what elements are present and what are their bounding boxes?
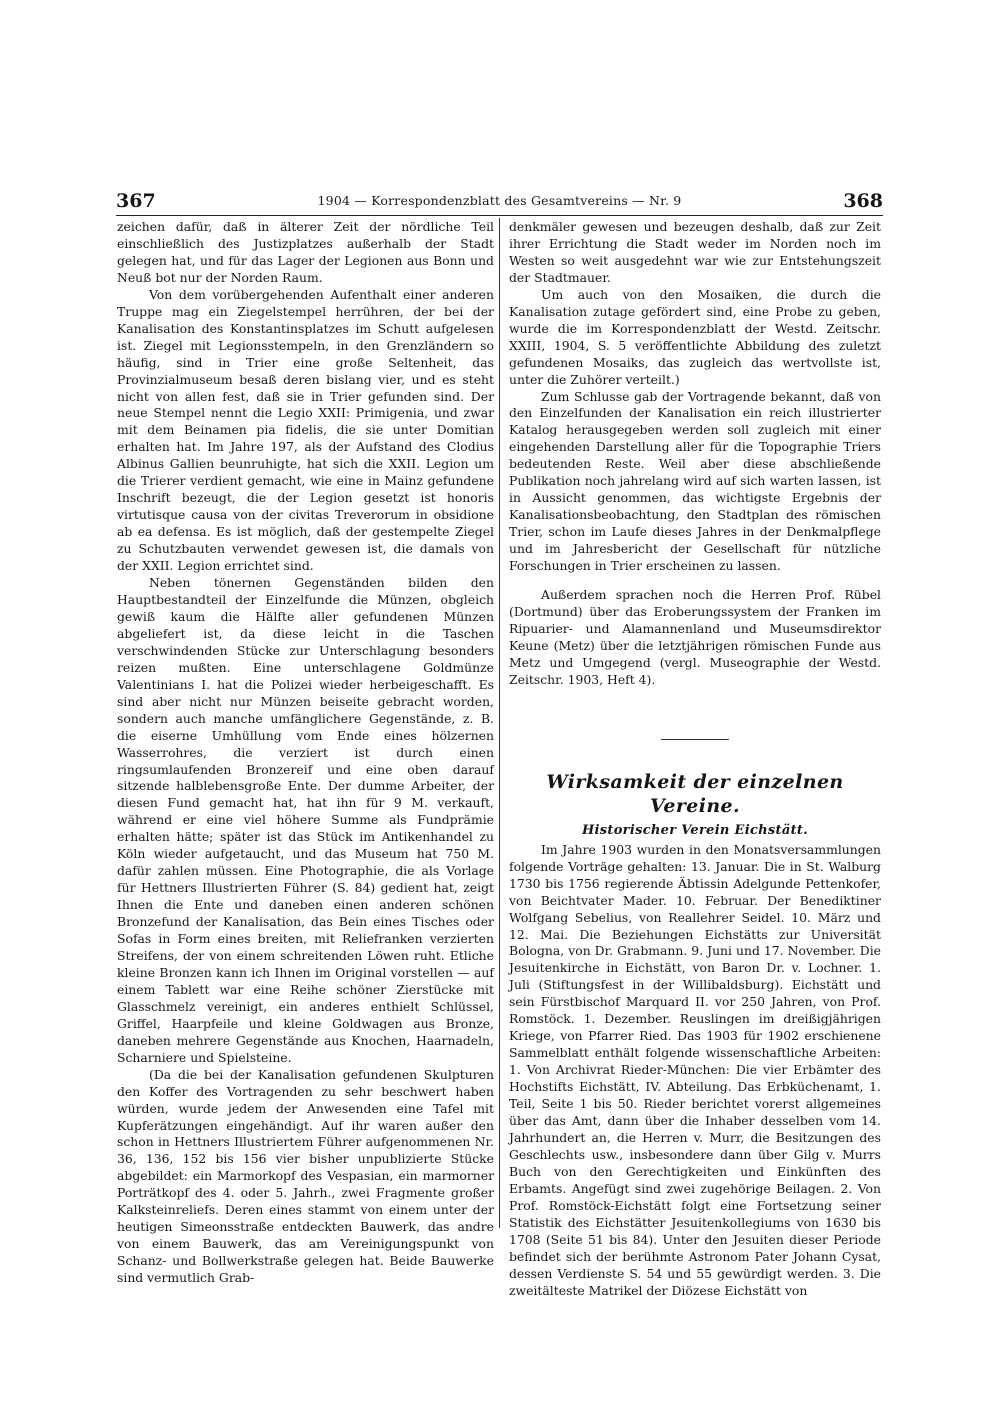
left-paragraph-2: Von dem vorübergehenden Aufenthalt einer anderen Truppe mag ein Ziegelstempel herrühren, der bei der Kanalisation des Konstantinsplatzes im Schutt aufgelesen ist. Ziegel mit Legionsstempeln, in den Grenzländern so häufig, sind in Trier eine große Seltenheit, das Provinzialmuseum besaß deren bislang vier, und es steht nicht von allen fest, daß sie in Trier gefunden sind. Der neue Stempel nennt die Legio XXII: Primigenia, und zwar mit dem Beinamen pia fidelis, die sie unter Domitian erhalten hat. Im Jahre 197, als der Aufstand des Clodius Albinus Gallien beunruhigte, hat sich die XXII. Legion um die Trierer verdient gemacht, wie eine in Mainz gefundene Inschrift bezeugt, die der Legion gesetzt ist honoris virtutisque causa von der civitas Treverorum in obsidione ab ea defensa. Es ist möglich, daß der gestempelte Ziegel zu Schutzbauten verwendet gewesen ist, die damals von der XXII. Legion errichtet sind. <box>117 286 494 574</box>
right-paragraph-4: Außerdem sprachen noch die Herren Prof. Rübel (Dortmund) über das Eroberungssystem der Franken im Ripuarier- und Alamannenland und Museumsdirektor Keune (Metz) über die letztjährigen römischen Funde aus Metz und Umgegend (vergl. Museographie der Westd. Zeitschr. 1903, Heft 4). <box>509 587 881 687</box>
left-paragraph-3: Neben tönernen Gegenständen bilden den Hauptbestandteil der Einzelfunde die Münzen, obgleich gewiß kaum die Hälfte aller gefundenen Münzen abgeliefert ist, da diese leicht in die Taschen verschwindenden Stücke zur Unterschlagung besonders reizen mußten. Eine unterschlagene Goldmünze Valentinians I. hat die Polizei wieder herbeigeschafft. Es sind aber nicht nur Münzen beiseite gebracht worden, sondern auch manche umfänglichere Gegenstände, z. B. die eiserne Umhüllung vom Ende eines hölzernen Wasserrohres, die verziert ist durch einen ringsumlaufenden Bronzereif und eine oben darauf sitzende halblebensgroße Ente. Der dumme Arbeiter, der diesen Fund gemacht hat, hat ihn für 9 M. verkauft, während er eine viel höhere Summe als Fundprämie erhalten hätte; später ist das Stück im Antikenhandel zu Köln wieder aufgetaucht, und das Museum hat 750 M. dafür zahlen müssen. Eine Photographie, die als Vorlage für Hettners Illustrierten Führer (S. 84) gedient hat, zeigt Ihnen die Ente und daneben einen anderen schönen Bronzefund der Kanalisation, das Bein eines Tisches oder Sofas in Form eines breiten, mit Reliefranken verzierten Streifens, der von einem schreitenden Löwen ruht. Etliche kleine Bronzen kann ich Ihnen im Original vorstellen — auf einem Tablett war eine Reihe schöner Zierstücke mit Glasschmelz vereinigt, ein anderes enthielt Schlüssel, Griffel, Haarpfeile und kleine Goldwagen aus Bronze, daneben mehrere Gegenstände aus Knochen, Haarnadeln, Scharniere und Spielsteine. <box>117 575 494 1065</box>
header-rule <box>116 215 883 216</box>
page-number-left: 367 <box>116 190 156 212</box>
left-column <box>117 219 494 1287</box>
section-separator <box>661 739 729 740</box>
right-paragraph-2: Um auch von den Mosaiken, die durch die Kanalisation zutage gefördert sind, eine Probe zu geben, wurde die im Korrespondenzblatt der Westd. Zeitschr. XXIII, 1904, S. 5 veröffentlichte Abbildung des zuletzt gefundenen Mosaiks, das zugleich das wertvollste ist, unter die Zuhörer verteilt.) <box>509 286 881 387</box>
right-paragraph-5: Im Jahre 1903 wurden in den Monatsversammlungen folgende Vorträge gehalten: 13. Januar. Die in St. Walburg 1730 bis 1756 regierende Äbtissin Adelgunde Pettenkofer, von Beichtvater Mader. 10. Februar. Der Benediktiner Wolfgang Sebelius, von Reallehrer Seidel. 10. März und 12. Mai. Die Beziehungen Eichstätts zur Universität Bologna, von Dr. Grabmann. 9. Juni und 17. November. Die Jesuitenkirche in Eichstätt, von Baron Dr. v. Lochner. 1. Juli (Stiftungsfest in der Willibaldsburg). Eichstätt und sein Fürstbischof Marquard II. vor 250 Jahren, von Prof. Romstöck. 1. Dezember. Reuslingen im dreißigjährigen Kriege, von Pfarrer Ried. Das 1903 für 1902 erschienene Sammelblatt enthält folgende wissenschaftliche Arbeiten: 1. Von Archivrat Rieder-München: Die vier Erbämter des Hochstifts Eichstätt, IV. Abteilung. Das Erbküchenamt, 1. Teil, Seite 1 bis 50. Rieder berichtet vorerst allgemeines über das Amt, dann über die Inhaber desselben vom 14. Jahrhundert an, die Herren v. Murr, die Besitzungen des Geschlechts usw., insbesondere dann über Gilg v. Murrs Buch von den Gerechtigkeiten und Einkünften des Erbamts. Angefügt sind zwei zugehörige Beilagen. 2. Von Prof. Romstöck-Eichstätt folgt eine Fortsetzung seiner Statistik des Eichstätter Jesuitenkollegiums von 1630 bis 1708 (Seite 51 bis 84). Unter den Jesuiten dieser Periode befindet sich der berühmte Astronom Pater Johann Cysat, dessen Verdienste S. 54 und 55 gewürdigt werden. 3. Die zweitälteste Matrikel der Diözese Eichstätt von <box>509 841 881 1298</box>
column-divider <box>499 218 500 1228</box>
right-paragraph-3: Zum Schlusse gab der Vortragende bekannt, daß von den Einzelfunden der Kanalisation ein reich illustrierter Katalog herausgegeben werden soll zugleich mit einer eingehenden Darstellung aller für die Topographie Triers bedeutenden Reste. Weil aber diese abschließende Publikation noch jahrelang wird auf sich warten lassen, ist in Aussicht genommen, das wichtigste Ergebnis der Kanalisationsbeobachtung, den Stadtplan des römischen Trier, schon im Laufe dieses Jahres in der Denkmalpflege und im Jahresbericht der Gesellschaft für nützliche Forschungen in Trier erscheinen zu lassen. <box>509 388 881 574</box>
right-paragraph-1: denkmäler gewesen und bezeugen deshalb, daß zur Zeit ihrer Errichtung die Stadt weder im Norden noch im Westen so weit ausgedehnt war wie zur Entstehungszeit der Stadtmauer. <box>509 219 881 285</box>
subsection-title: Historischer Verein Eichstätt. <box>581 822 809 838</box>
page-header <box>116 188 883 214</box>
section-title: Wirksamkeit der einzelnen Vereine. <box>546 770 844 817</box>
right-column <box>509 219 881 1299</box>
page-number-right: 368 <box>843 190 883 212</box>
left-paragraph-4: (Da die bei der Kanalisation gefundenen Skulpturen den Koffer des Vortragenden zu sehr beschwert haben würden, wurde jedem der Anwesenden eine Tafel mit Kupferätzungen eingehändigt. Auf ihr waren außer den schon in Hettners Illustriertem Führer aufgenommenen Nr. 36, 136, 152 bis 156 vier bisher unpublizierte Stücke abgebildet: ein Marmorkopf des Vespasian, ein marmorner Porträtkopf des 4. oder 5. Jahrh., zwei Fragmente großer Kalksteinreliefs. Deren eines stammt von einem unter der heutigen Simeonsstraße entdeckten Bauwerk, das andre von einem Bauwerk, das am Vereinigungspunkt von Schanz- und Bollwerkstraße gelegen hat. Beide Bauwerke sind vermutlich Grab- <box>117 1066 494 1286</box>
running-title: 1904 — Korrespondenzblatt des Gesamtvereins — Nr. 9 <box>317 193 682 208</box>
left-paragraph-1: zeichen dafür, daß in älterer Zeit der nördliche Teil einschließlich des Justizplatzes außerhalb der Stadt gelegen hat, und für das Lager der Legionen aus Bonn und Neuß bot nur der Norden Raum. <box>117 219 494 285</box>
